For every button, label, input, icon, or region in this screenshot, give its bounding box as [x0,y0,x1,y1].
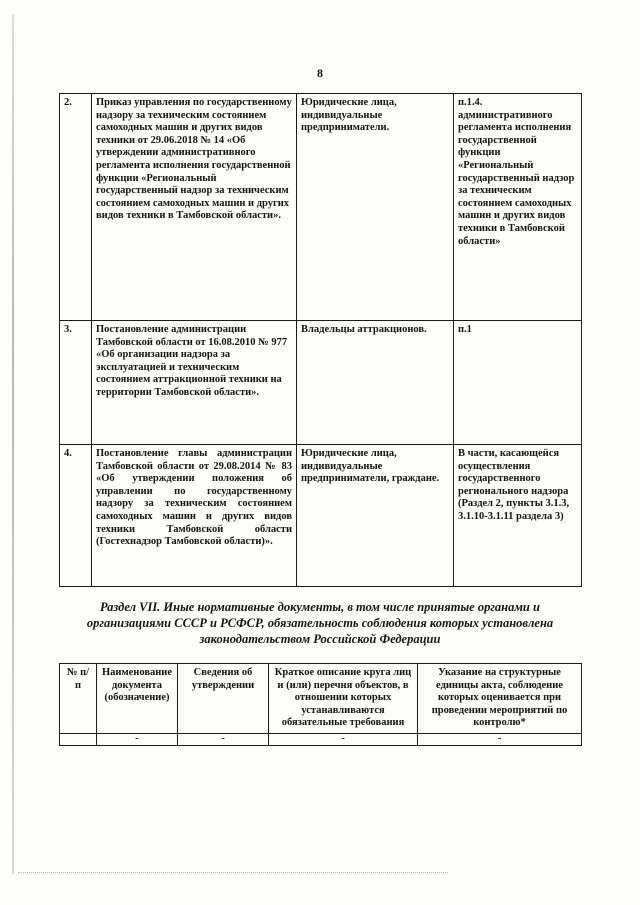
document-cell: Постановление администрации Тамбовской области от 16.08.2010 № 977 «Об организации надзора за эксплуатацией и техническим состоянием аттракционной техники на территории Тамбовской области». [92,321,297,445]
cell-num [60,733,97,745]
cell-description: - [269,733,418,745]
row-number: 4. [60,445,92,587]
reference-cell: п.1.4. административного регламента исполнения государственной функции «Региональный государственный надзор за техническим состоянием самоходных машин и других видов техники в Тамбовской области» [454,94,582,321]
table-header-row [60,664,582,734]
document-cell: Приказ управления по государственному надзору за техническим состоянием самоходных машин и других видов техники от 29.06.2018 № 14 «Об утверждении административного регламента исполнения государственной функции «Региональный государственный надзор за техническим состоянием самоходных машин и других видов техники в Тамбовской области». [92,94,297,321]
header-name: Наименование документа (обозначение) [97,664,178,734]
header-num: № п/п [60,664,97,734]
documents-table [59,93,582,587]
row-number: 2. [60,94,92,321]
scan-artifact [18,872,448,876]
reference-cell: В части, касающейся осуществления государственного регионального надзора (Раздел 2, пункты 3.1.3, 3.1.10-3.1.11 раздела 3) [454,445,582,587]
cell-name: - [97,733,178,745]
header-approval: Сведения об утверждении [178,664,269,734]
cell-approval: - [178,733,269,745]
header-description: Краткое описание круга лиц и (или) перечня объектов, в отношении которых устанавливаются обязательные требования [269,664,418,734]
table-row [60,733,582,745]
table-row [60,321,582,445]
cell-units: - [418,733,582,745]
header-units: Указание на структурные единицы акта, соблюдение которых оценивается при проведении мероприятий по контролю* [418,664,582,734]
table-row [60,94,582,321]
document-cell: Постановление главы администрации Тамбовской области от 29.08.2014 № 83 «Об утверждении положения об управлении по государственному надзору за техническим состоянием самоходных машин и других видов техники Тамбовской области (Гостехнадзор Тамбовской области)». [92,445,297,587]
page-number: 8 [317,66,323,80]
other-documents-table [59,663,582,746]
table-row [60,445,582,587]
scan-edge [12,14,14,874]
subjects-cell: Юридические лица, индивидуальные предприниматели, граждане. [297,445,454,587]
subjects-cell: Владельцы аттракционов. [297,321,454,445]
row-number: 3. [60,321,92,445]
subjects-cell: Юридические лица, индивидуальные предприниматели. [297,94,454,321]
section-title: Раздел VII. Иные нормативные документы, в том числе принятые органами и организациями СССР и РСФСР, обязательность соблюдения которых установлена законодательством Российской Федерации [86,600,554,646]
reference-cell: п.1 [454,321,582,445]
